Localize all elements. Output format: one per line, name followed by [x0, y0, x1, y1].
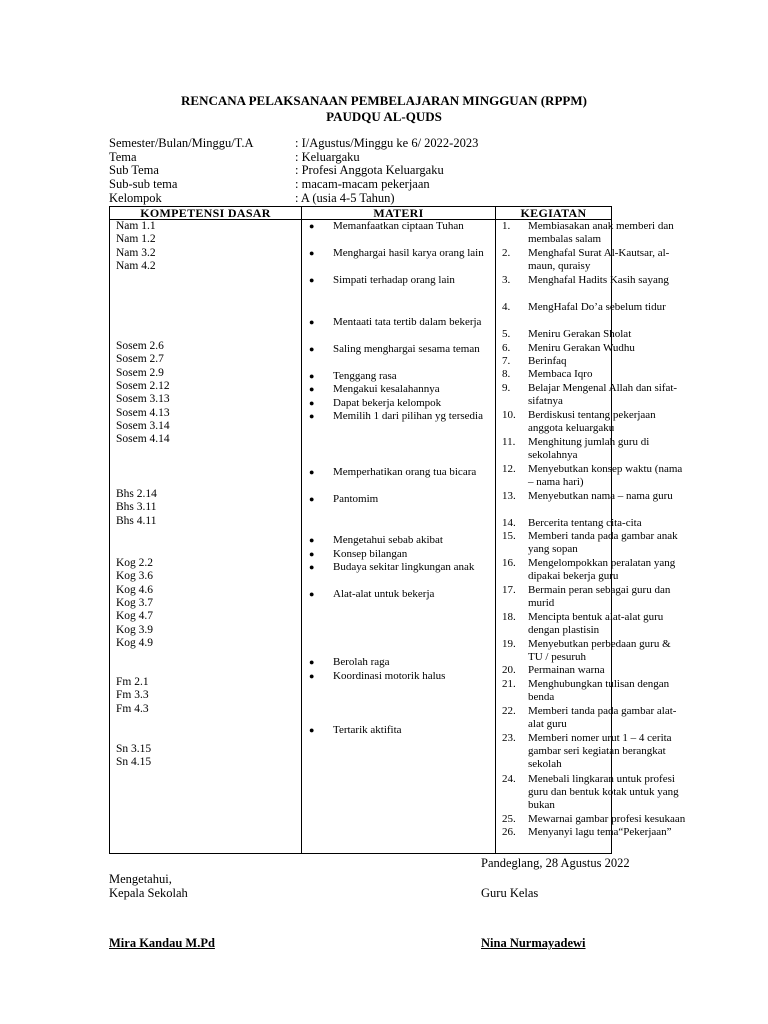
kegiatan-number: 14.	[502, 517, 516, 529]
info-value: : Profesi Anggota Keluargaku	[295, 163, 444, 177]
kd-code: Sosem 4.14	[116, 433, 170, 446]
materi-item	[302, 247, 494, 260]
materi-text: Budaya sekitar lingkungan anak	[333, 561, 475, 573]
kegiatan-item	[496, 382, 686, 408]
kegiatan-number: 18.	[502, 611, 516, 623]
kd-code: Kog 2.2	[116, 557, 154, 569]
kegiatan-item	[496, 773, 686, 811]
bullet-icon: ●	[309, 657, 315, 667]
kepala-sekolah-name: Mira Kandau M.Pd	[109, 936, 215, 950]
kegiatan-number: 21.	[502, 678, 516, 690]
kegiatan-text: Bercerita tentang cita-cita	[528, 517, 642, 529]
school-name: PAUDQU AL-QUDS	[326, 109, 442, 124]
materi-item	[302, 670, 494, 683]
kd-code: Nam 1.2	[116, 233, 156, 246]
materi-item	[302, 724, 494, 737]
materi-text: Tertarik aktifita	[333, 724, 402, 736]
kegiatan-item	[496, 678, 686, 704]
materi-text: Berolah raga	[333, 656, 390, 668]
materi-text: Koordinasi motorik halus	[333, 670, 446, 682]
kd-code: Nam 4.2	[116, 259, 156, 272]
bullet-icon: ●	[309, 671, 315, 681]
bullet-icon: ●	[309, 589, 315, 599]
kegiatan-number: 9.	[502, 382, 511, 394]
kd-code: Kog 4.7	[116, 610, 154, 623]
bullet-icon: ●	[309, 549, 315, 559]
materi-text: Menghargai hasil karya orang lain	[333, 247, 484, 259]
kd-code: Kog 4.6	[116, 583, 154, 596]
kegiatan-text: Membiasakan anak memberi dan membalas salam	[528, 220, 674, 245]
materi-item	[302, 316, 494, 329]
kegiatan-number: 2.	[502, 247, 511, 259]
info-label: Kelompok	[109, 191, 162, 205]
kegiatan-number: 5.	[502, 328, 511, 340]
kegiatan-number: 24.	[502, 773, 516, 785]
kegiatan-number: 1.	[502, 220, 511, 232]
kegiatan-item	[496, 301, 686, 314]
info-label: Sub-sub tema	[109, 177, 178, 191]
kegiatan-item	[496, 436, 686, 462]
materi-text: Mentaati tata tertib dalam bekerja	[333, 316, 482, 328]
kd-code: Fm 2.1	[116, 676, 149, 688]
kegiatan-number: 7.	[502, 355, 511, 367]
kepala-sekolah-role: Kepala Sekolah	[109, 886, 188, 900]
materi-item	[302, 274, 494, 287]
materi-item	[302, 397, 494, 410]
kd-code: Bhs 2.14	[116, 488, 157, 500]
kegiatan-text: Memberi tanda pada gambar anak yang sopan	[528, 530, 678, 555]
materi-item	[302, 656, 494, 669]
materi-text: Konsep bilangan	[333, 548, 408, 560]
bullet-icon: ●	[309, 494, 315, 504]
kegiatan-number: 20.	[502, 664, 516, 676]
bullet-icon: ●	[309, 344, 315, 354]
kegiatan-text: Memberi tanda pada gambar alat-alat guru	[528, 705, 677, 730]
mengetahui-label: Mengetahui,	[109, 872, 172, 886]
kegiatan-item	[496, 409, 686, 435]
materi-item	[302, 343, 494, 356]
kegiatan-text: Bermain peran sebagai guru dan murid	[528, 584, 671, 609]
guru-kelas-name: Nina Nurmayadewi	[481, 936, 586, 950]
materi-item	[302, 410, 494, 423]
kegiatan-item	[496, 274, 686, 287]
kegiatan-text: Meniru Gerakan Wudhu	[528, 342, 635, 354]
kegiatan-text: Meniru Gerakan Sholat	[528, 328, 632, 340]
bullet-icon: ●	[309, 384, 315, 394]
kegiatan-text: Menghafal Surat Al-Kautsar, al-maun, quraisy	[528, 247, 670, 272]
bullet-icon: ●	[309, 725, 315, 735]
kd-code: Sn 3.15	[116, 743, 152, 755]
kegiatan-item	[496, 638, 686, 664]
materi-text: Saling menghargai sesama teman	[333, 343, 480, 355]
bullet-icon: ●	[309, 275, 315, 285]
kegiatan-text: Menghafal Hadits Kasih sayang	[528, 274, 669, 286]
header-kegiatan: KEGIATAN	[496, 207, 612, 220]
kegiatan-number: 15.	[502, 530, 516, 542]
kd-code: Kog 3.7	[116, 596, 154, 609]
bullet-icon: ●	[309, 317, 315, 327]
materi-item	[302, 548, 494, 561]
kegiatan-text: MengHafal Do’a sebelum tidur	[528, 301, 666, 313]
bullet-icon: ●	[309, 411, 315, 421]
kegiatan-item	[496, 517, 686, 530]
kegiatan-text: Menyebutkan konsep waktu (nama – nama hari)	[528, 463, 683, 488]
kegiatan-column	[496, 220, 686, 854]
bullet-icon: ●	[309, 467, 315, 477]
kegiatan-item	[496, 220, 686, 246]
kegiatan-text: Menyebutkan nama – nama guru	[528, 490, 673, 502]
guru-kelas-role: Guru Kelas	[481, 886, 539, 900]
document-title: RENCANA PELAKSANAAN PEMBELAJARAN MINGGUAN (RPPM)	[181, 93, 587, 108]
kegiatan-text: Menebali lingkaran untuk profesi guru dan bentuk kotak untuk yang bukan	[528, 773, 679, 811]
info-value: : A (usia 4-5 Tahun)	[295, 191, 395, 205]
bullet-icon: ●	[309, 371, 315, 381]
kd-code: Nam 1.1	[116, 220, 156, 232]
materi-text: Simpati terhadap orang lain	[333, 274, 455, 286]
kegiatan-item	[496, 342, 686, 355]
kegiatan-number: 26.	[502, 826, 516, 838]
materi-text: Memilih 1 dari pilihan yg tersedia	[333, 410, 483, 422]
kegiatan-item	[496, 247, 686, 273]
bullet-icon: ●	[309, 221, 315, 231]
kd-code: Fm 4.3	[116, 702, 149, 715]
header-kompetensi-dasar: KOMPETENSI DASAR	[110, 207, 302, 220]
materi-text: Pantomim	[333, 493, 379, 505]
kegiatan-item	[496, 530, 686, 556]
materi-column	[302, 220, 496, 854]
kegiatan-number: 6.	[502, 342, 511, 354]
kegiatan-item	[496, 490, 686, 503]
kegiatan-text: Permainan warna	[528, 664, 605, 676]
kegiatan-item	[496, 664, 686, 677]
bullet-icon: ●	[309, 562, 315, 572]
info-value: : I/Agustus/Minggu ke 6/ 2022-2023	[295, 136, 479, 150]
kd-code: Kog 4.9	[116, 636, 154, 649]
kd-code: Bhs 3.11	[116, 501, 157, 514]
kegiatan-text: Menghitung jumlah guru di sekolahnya	[528, 436, 650, 461]
place-date: Pandeglang, 28 Agustus 2022	[481, 856, 630, 870]
kegiatan-number: 23.	[502, 732, 516, 744]
materi-item	[302, 493, 494, 506]
kegiatan-number: 12.	[502, 463, 516, 475]
kd-code: Sosem 2.9	[116, 366, 164, 379]
kegiatan-number: 19.	[502, 638, 516, 650]
materi-text: Tenggang rasa	[333, 370, 397, 382]
materi-item	[302, 220, 494, 233]
kd-code: Sosem 2.12	[116, 379, 170, 392]
kd-code: Fm 3.3	[116, 689, 149, 702]
kegiatan-text: Belajar Mengenal Allah dan sifat-sifatnya	[528, 382, 678, 407]
kd-code: Sosem 2.7	[116, 353, 164, 366]
kegiatan-number: 3.	[502, 274, 511, 286]
kegiatan-item	[496, 705, 686, 731]
info-label: Sub Tema	[109, 163, 159, 177]
materi-text: Memperhatikan orang tua bicara	[333, 466, 477, 478]
materi-text: Dapat bekerja kelompok	[333, 397, 442, 409]
kegiatan-text: Menghubungkan tulisan dengan benda	[528, 678, 670, 703]
kegiatan-number: 13.	[502, 490, 516, 502]
kegiatan-item	[496, 611, 686, 637]
kegiatan-text: Memberi nomer urut 1 – 4 cerita gambar seri kegiatan berangkat sekolah	[528, 732, 672, 770]
kd-code: Kog 3.9	[116, 623, 154, 636]
info-value: : Keluargaku	[295, 150, 360, 164]
kegiatan-item	[496, 463, 686, 489]
kd-code: Sosem 3.14	[116, 419, 170, 432]
rppm-table	[109, 206, 686, 854]
materi-item	[302, 370, 494, 383]
kegiatan-text: Berdiskusi tentang pekerjaan anggota keluargaku	[528, 409, 656, 434]
kegiatan-number: 10.	[502, 409, 516, 421]
kd-code: Sosem 2.6	[116, 340, 164, 352]
kegiatan-item	[496, 557, 686, 583]
materi-text: Alat-alat untuk bekerja	[333, 588, 435, 600]
kegiatan-item	[496, 368, 686, 381]
kegiatan-text: Membaca Iqro	[528, 368, 593, 380]
kd-code: Bhs 4.11	[116, 514, 157, 527]
kegiatan-text: Mencipta bentuk alat-alat guru dengan plastisin	[528, 611, 664, 636]
kegiatan-number: 16.	[502, 557, 516, 569]
kegiatan-item	[496, 826, 686, 839]
materi-text: Mengetahui sebab akibat	[333, 534, 443, 546]
kd-column	[110, 220, 302, 854]
materi-item	[302, 383, 494, 396]
kegiatan-text: Berinfaq	[528, 355, 567, 367]
materi-item	[302, 588, 494, 601]
kegiatan-number: 4.	[502, 301, 511, 313]
kegiatan-item	[496, 813, 686, 826]
kd-code: Sosem 3.13	[116, 393, 170, 406]
kegiatan-item	[496, 732, 686, 770]
materi-text: Memanfaatkan ciptaan Tuhan	[333, 220, 464, 232]
kegiatan-text: Menyanyi lagu tema“Pekerjaan”	[528, 826, 672, 838]
kegiatan-item	[496, 355, 686, 368]
bullet-icon: ●	[309, 248, 315, 258]
materi-item	[302, 466, 494, 479]
kegiatan-number: 11.	[502, 436, 516, 448]
kegiatan-number: 17.	[502, 584, 516, 596]
kd-code: Sosem 4.13	[116, 406, 170, 419]
table-header-row	[110, 207, 612, 220]
kegiatan-number: 25.	[502, 813, 516, 825]
bullet-icon: ●	[309, 535, 315, 545]
kd-code: Nam 3.2	[116, 246, 156, 259]
kd-code: Sn 4.15	[116, 756, 152, 769]
materi-item	[302, 561, 494, 574]
materi-item	[302, 534, 494, 547]
info-label: Semester/Bulan/Minggu/T.A	[109, 136, 254, 150]
kegiatan-item	[496, 584, 686, 610]
info-label: Tema	[109, 150, 137, 164]
materi-text: Mengakui kesalahannya	[333, 383, 440, 395]
table-body-row	[110, 220, 612, 854]
kegiatan-number: 8.	[502, 368, 511, 380]
kegiatan-item	[496, 328, 686, 341]
kd-code: Kog 3.6	[116, 570, 154, 583]
bullet-icon: ●	[309, 398, 315, 408]
kegiatan-text: Mengelompokkan peralatan yang dipakai bekerja guru	[528, 557, 676, 582]
kegiatan-text: Mewarnai gambar profesi kesukaan	[528, 813, 686, 825]
header-materi: MATERI	[302, 207, 496, 220]
kegiatan-text: Menyebutkan perbedaan guru & TU / pesuruh	[528, 638, 671, 663]
kegiatan-number: 22.	[502, 705, 516, 717]
info-value: : macam-macam pekerjaan	[295, 177, 430, 191]
